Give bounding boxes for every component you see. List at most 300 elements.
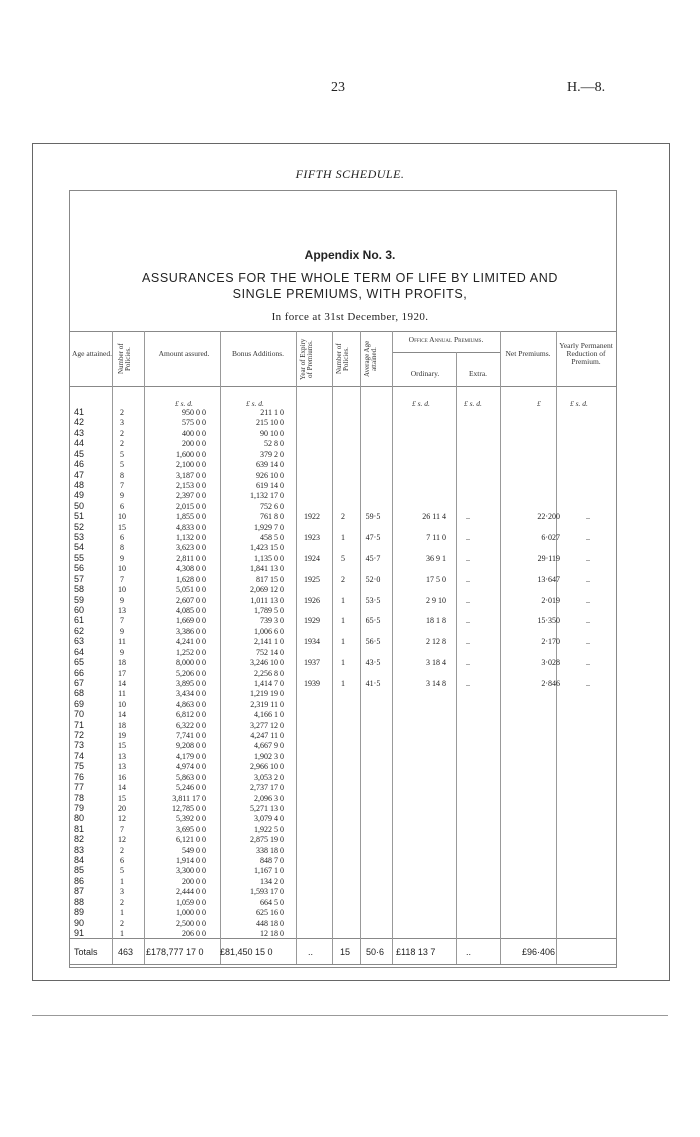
- cell-amount-assured: 1,600 0 0: [176, 449, 206, 459]
- unit-yearly: £ s. d.: [570, 399, 588, 408]
- cell-bonus-additions: 1,929 7 0: [254, 522, 284, 532]
- cell-number-of-policies-2: 2: [341, 574, 345, 584]
- cell-amount-assured: 4,863 0 0: [176, 699, 206, 709]
- cell-number-of-policies: 7: [120, 480, 124, 490]
- cell-age-attained: 77: [74, 782, 85, 793]
- cell-number-of-policies: 14: [118, 678, 126, 688]
- cell-bonus-additions: 215 10 0: [256, 418, 284, 428]
- table-row: [70, 418, 616, 427]
- cell-age-attained: 83: [74, 844, 85, 855]
- cell-age-attained: 80: [74, 813, 85, 824]
- cell-number-of-policies-2: 5: [341, 553, 345, 563]
- col-header-net-premiums: Net Premiums.: [505, 349, 551, 358]
- cell-number-of-policies: 9: [120, 491, 124, 501]
- cell-amount-assured: 1,000 0 0: [176, 908, 206, 918]
- table-subtitle: In force at 31st December, 1920.: [271, 311, 429, 323]
- cell-extra-premium: ..: [466, 658, 470, 668]
- cell-ordinary-premium: 26 11 4: [422, 512, 446, 522]
- cell-number-of-policies: 1: [120, 876, 124, 886]
- cell-number-of-policies: 12: [118, 814, 126, 824]
- cell-amount-assured: 549 0 0: [182, 845, 206, 855]
- table-row: [70, 543, 616, 552]
- cell-amount-assured: 400 0 0: [182, 428, 206, 438]
- cell-bonus-additions: 2,069 12 0: [250, 585, 284, 595]
- cell-age-attained: 89: [74, 907, 85, 918]
- cell-net-premium: 2·846: [541, 678, 560, 688]
- cell-amount-assured: 200 0 0: [182, 876, 206, 886]
- cell-number-of-policies-2: 2: [341, 512, 345, 522]
- cell-age-attained: 51: [74, 511, 85, 522]
- cell-age-attained: 70: [74, 709, 85, 720]
- cell-bonus-additions: 90 10 0: [260, 428, 284, 438]
- cell-bonus-additions: 1,011 13 0: [250, 595, 284, 605]
- cell-age-attained: 85: [74, 865, 85, 876]
- col-header-average-age: Average Age attained.: [363, 340, 378, 378]
- cell-number-of-policies: 20: [118, 803, 126, 813]
- table-row: [70, 783, 616, 792]
- cell-yearly-reduction: ..: [586, 595, 590, 605]
- unit-net: £: [537, 399, 541, 408]
- cell-age-attained: 52: [74, 521, 85, 532]
- table-row: [70, 450, 616, 459]
- cell-bonus-additions: 4,247 11 0: [250, 731, 284, 741]
- cell-net-premium: 29·119: [537, 553, 560, 563]
- cell-amount-assured: 12,785 0 0: [172, 803, 206, 813]
- cell-amount-assured: 950 0 0: [182, 408, 206, 417]
- cell-number-of-policies: 10: [118, 699, 126, 709]
- cell-amount-assured: 1,628 0 0: [176, 574, 206, 584]
- cell-number-of-policies: 2: [120, 439, 124, 449]
- cell-number-of-policies-2: 1: [341, 678, 345, 688]
- cell-bonus-additions: 1,593 17 0: [250, 887, 284, 897]
- cell-bonus-additions: 639 14 0: [256, 460, 284, 470]
- table-row: [70, 627, 616, 636]
- office-premiums-rule: [392, 352, 500, 353]
- col-header-num-policies: Number of Policies.: [117, 343, 132, 375]
- cell-amount-assured: 200 0 0: [182, 439, 206, 449]
- col-header-ordinary: Ordinary.: [410, 369, 440, 378]
- cell-age-attained: 78: [74, 792, 85, 803]
- cell-net-premium: 3·028: [541, 658, 560, 668]
- cell-bonus-additions: 3,277 12 0: [250, 720, 284, 730]
- table-row: [70, 481, 616, 490]
- cell-bonus-additions: 1,922 5 0: [254, 824, 284, 834]
- cell-extra-premium: ..: [466, 553, 470, 563]
- cell-amount-assured: 3,386 0 0: [176, 626, 206, 636]
- cell-age-attained: 53: [74, 532, 85, 543]
- unit-amount: £ s. d.: [175, 399, 193, 408]
- table-row: [70, 533, 616, 542]
- totals-net: £96·406: [522, 947, 556, 957]
- table-row: [70, 502, 616, 511]
- cell-bonus-additions: 619 14 0: [256, 480, 284, 490]
- cell-number-of-policies: 14: [118, 710, 126, 720]
- cell-number-of-policies: 3: [120, 418, 124, 428]
- cell-number-of-policies: 17: [118, 668, 126, 678]
- table-row: [70, 471, 616, 480]
- cell-bonus-additions: 752 6 0: [260, 501, 284, 511]
- cell-bonus-additions: 338 18 0: [256, 845, 284, 855]
- totals-bonus: £81,450 15 0: [220, 947, 273, 957]
- cell-number-of-policies: 18: [118, 720, 126, 730]
- cell-average-age: 47·5: [365, 533, 381, 543]
- cell-amount-assured: 5,863 0 0: [176, 772, 206, 782]
- cell-number-of-policies: 10: [118, 564, 126, 574]
- cell-yearly-reduction: ..: [586, 533, 590, 543]
- totals-extra: ..: [466, 947, 472, 957]
- cell-number-of-policies: 7: [120, 824, 124, 834]
- cell-number-of-policies: 11: [118, 637, 126, 647]
- cell-number-of-policies: 9: [120, 553, 124, 563]
- table-row: [70, 429, 616, 438]
- cell-ordinary-premium: 18 1 8: [426, 616, 446, 626]
- cell-number-of-policies: 10: [118, 512, 126, 522]
- cell-amount-assured: 1,252 0 0: [176, 647, 206, 657]
- table-bottom-rule: [70, 964, 616, 965]
- cell-amount-assured: 2,444 0 0: [176, 887, 206, 897]
- cell-amount-assured: 3,623 0 0: [176, 543, 206, 553]
- document-code: H.—8.: [567, 80, 606, 95]
- cell-number-of-policies: 15: [118, 522, 126, 532]
- col-header-age: Age attained.: [72, 349, 112, 358]
- cell-year-of-expiry: 1924: [304, 553, 320, 563]
- cell-amount-assured: 5,051 0 0: [176, 585, 206, 595]
- table-row: [70, 523, 616, 532]
- cell-bonus-additions: 1,423 15 0: [250, 543, 284, 553]
- col-header-num-policies-2: Number of Policies.: [335, 343, 350, 375]
- cell-number-of-policies: 3: [120, 887, 124, 897]
- cell-average-age: 56·5: [365, 637, 381, 647]
- cell-amount-assured: 4,085 0 0: [176, 605, 206, 615]
- table-row: [70, 460, 616, 469]
- table-row: [70, 877, 616, 886]
- cell-number-of-policies: 9: [120, 647, 124, 657]
- cell-age-attained: 57: [74, 573, 85, 584]
- cell-number-of-policies: 5: [120, 460, 124, 470]
- table-row: [70, 741, 616, 750]
- cell-amount-assured: 2,153 0 0: [176, 480, 206, 490]
- unit-ordinary: £ s. d.: [412, 399, 430, 408]
- cell-yearly-reduction: ..: [586, 574, 590, 584]
- cell-bonus-additions: 761 8 0: [260, 512, 284, 522]
- cell-average-age: 65·5: [365, 616, 381, 626]
- cell-bonus-additions: 448 18 0: [256, 918, 284, 928]
- table-row: [70, 835, 616, 844]
- col-header-year-expiry: Year of Expiry of Premiums.: [299, 338, 314, 380]
- cell-amount-assured: 2,607 0 0: [176, 595, 206, 605]
- cell-amount-assured: 2,397 0 0: [176, 491, 206, 501]
- appendix-heading: Appendix No. 3.: [304, 248, 396, 262]
- table-row: [70, 887, 616, 896]
- cell-bonus-additions: 3,246 10 0: [250, 658, 284, 668]
- cell-ordinary-premium: 2 9 10: [426, 595, 446, 605]
- cell-number-of-policies: 6: [120, 533, 124, 543]
- totals-average-age: 50·6: [366, 947, 385, 957]
- cell-amount-assured: 1,669 0 0: [176, 616, 206, 626]
- cell-bonus-additions: 3,053 2 0: [254, 772, 284, 782]
- cell-amount-assured: 3,187 0 0: [176, 470, 206, 480]
- table-row: [70, 596, 616, 605]
- cell-bonus-additions: 817 15 0: [256, 574, 284, 584]
- cell-yearly-reduction: ..: [586, 616, 590, 626]
- cell-bonus-additions: 134 2 0: [260, 876, 284, 886]
- cell-age-attained: 71: [74, 719, 85, 730]
- table-top-rule: [70, 331, 616, 332]
- table-title-line2: SINGLE PREMIUMS, WITH PROFITS,: [232, 287, 468, 301]
- cell-amount-assured: 3,300 0 0: [176, 866, 206, 876]
- cell-number-of-policies: 8: [120, 543, 124, 553]
- cell-bonus-additions: 2,875 19 0: [250, 835, 284, 845]
- table-row: [70, 564, 616, 573]
- table-row: [70, 575, 616, 584]
- cell-average-age: 45·7: [365, 553, 381, 563]
- table-row: [70, 648, 616, 657]
- cell-number-of-policies: 2: [120, 428, 124, 438]
- table-row: [70, 825, 616, 834]
- cell-age-attained: 44: [74, 438, 85, 449]
- table-row: [70, 773, 616, 782]
- cell-amount-assured: 1,914 0 0: [176, 856, 206, 866]
- cell-year-of-expiry: 1937: [304, 658, 320, 668]
- cell-bonus-additions: 1,789 5 0: [254, 605, 284, 615]
- cell-amount-assured: 5,392 0 0: [176, 814, 206, 824]
- cell-number-of-policies: 7: [120, 616, 124, 626]
- cell-bonus-additions: 926 10 0: [256, 470, 284, 480]
- cell-bonus-additions: 739 3 0: [260, 616, 284, 626]
- col-header-extra: Extra.: [468, 369, 488, 378]
- cell-amount-assured: 3,811 17 0: [172, 793, 206, 803]
- cell-age-attained: 72: [74, 730, 85, 741]
- cell-number-of-policies: 18: [118, 658, 126, 668]
- table-row: [70, 752, 616, 761]
- cell-amount-assured: 6,322 0 0: [176, 720, 206, 730]
- cell-amount-assured: 2,100 0 0: [176, 460, 206, 470]
- cell-number-of-policies: 10: [118, 585, 126, 595]
- cell-age-attained: 60: [74, 604, 85, 615]
- cell-ordinary-premium: 36 9 1: [426, 553, 446, 563]
- cell-net-premium: 22·200: [537, 512, 560, 522]
- cell-extra-premium: ..: [466, 574, 470, 584]
- cell-age-attained: 48: [74, 479, 85, 490]
- cell-ordinary-premium: 7 11 0: [426, 533, 446, 543]
- cell-age-attained: 68: [74, 688, 85, 699]
- cell-year-of-expiry: 1929: [304, 616, 320, 626]
- cell-bonus-additions: 2,096 3 0: [254, 793, 284, 803]
- table-row: [70, 721, 616, 730]
- cell-number-of-policies: 13: [118, 762, 126, 772]
- cell-age-attained: 58: [74, 584, 85, 595]
- cell-age-attained: 47: [74, 469, 85, 480]
- cell-number-of-policies: 13: [118, 605, 126, 615]
- cell-amount-assured: 4,179 0 0: [176, 751, 206, 761]
- cell-bonus-additions: 458 5 0: [260, 533, 284, 543]
- cell-age-attained: 50: [74, 500, 85, 511]
- cell-amount-assured: 9,208 0 0: [176, 741, 206, 751]
- table-title-line1: ASSURANCES FOR THE WHOLE TERM OF LIFE BY LIMITED AND: [142, 271, 558, 285]
- cell-average-age: 59·5: [365, 512, 381, 522]
- cell-ordinary-premium: 2 12 8: [426, 637, 446, 647]
- cell-amount-assured: 1,059 0 0: [176, 897, 206, 907]
- cell-number-of-policies: 7: [120, 574, 124, 584]
- cell-number-of-policies: 15: [118, 793, 126, 803]
- cell-amount-assured: 7,741 0 0: [176, 731, 206, 741]
- cell-bonus-additions: 4,166 1 0: [254, 710, 284, 720]
- cell-bonus-additions: 1,841 13 0: [250, 564, 284, 574]
- cell-age-attained: 49: [74, 490, 85, 501]
- table-row: [70, 616, 616, 625]
- table-row: [70, 710, 616, 719]
- cell-age-attained: 46: [74, 459, 85, 470]
- cell-bonus-additions: 2,966 10 0: [250, 762, 284, 772]
- cell-bonus-additions: 1,135 0 0: [254, 553, 284, 563]
- cell-age-attained: 65: [74, 657, 85, 668]
- table-row: [70, 658, 616, 667]
- table-row: [70, 606, 616, 615]
- col-header-amount: Amount assured.: [158, 349, 210, 358]
- cell-amount-assured: 1,132 0 0: [176, 533, 206, 543]
- cell-average-age: 53·5: [365, 595, 381, 605]
- cell-age-attained: 55: [74, 552, 85, 563]
- cell-number-of-policies-2: 1: [341, 533, 345, 543]
- cell-year-of-expiry: 1926: [304, 595, 320, 605]
- cell-amount-assured: 3,895 0 0: [176, 678, 206, 688]
- cell-average-age: 52·0: [365, 574, 381, 584]
- cell-net-premium: 6·027: [541, 533, 560, 543]
- cell-bonus-additions: 2,256 8 0: [254, 668, 284, 678]
- cell-bonus-additions: 4,667 9 0: [254, 741, 284, 751]
- cell-number-of-policies: 19: [118, 731, 126, 741]
- cell-age-attained: 64: [74, 646, 85, 657]
- cell-yearly-reduction: ..: [586, 637, 590, 647]
- cell-number-of-policies: 2: [120, 918, 124, 928]
- cell-bonus-additions: 848 7 0: [260, 856, 284, 866]
- cell-bonus-additions: 625 16 0: [256, 908, 284, 918]
- cell-amount-assured: 575 0 0: [182, 418, 206, 428]
- cell-yearly-reduction: ..: [586, 553, 590, 563]
- cell-number-of-policies: 2: [120, 408, 124, 417]
- cell-extra-premium: ..: [466, 678, 470, 688]
- cell-amount-assured: 2,015 0 0: [176, 501, 206, 511]
- cell-bonus-additions: 2,737 17 0: [250, 783, 284, 793]
- table-row: [70, 554, 616, 563]
- cell-bonus-additions: 1,414 7 0: [254, 678, 284, 688]
- totals-amount: £178,777 17 0: [146, 947, 204, 957]
- totals-row: [70, 938, 616, 964]
- page-number: 23: [331, 80, 345, 95]
- cell-age-attained: 62: [74, 625, 85, 636]
- cell-number-of-policies: 2: [120, 897, 124, 907]
- table-row: [70, 408, 616, 417]
- cell-age-attained: 43: [74, 427, 85, 438]
- cell-net-premium: 2·019: [541, 595, 560, 605]
- cell-age-attained: 75: [74, 761, 85, 772]
- cell-number-of-policies: 9: [120, 595, 124, 605]
- cell-amount-assured: 2,811 0 0: [176, 553, 206, 563]
- cell-age-attained: 82: [74, 834, 85, 845]
- cell-ordinary-premium: 3 18 4: [426, 658, 446, 668]
- cell-extra-premium: ..: [466, 533, 470, 543]
- cell-age-attained: 56: [74, 563, 85, 574]
- table-row: [70, 804, 616, 813]
- cell-age-attained: 61: [74, 615, 85, 626]
- cell-amount-assured: 5,246 0 0: [176, 783, 206, 793]
- cell-number-of-policies: 5: [120, 449, 124, 459]
- cell-amount-assured: 6,121 0 0: [176, 835, 206, 845]
- table-row: [70, 919, 616, 928]
- cell-amount-assured: 4,974 0 0: [176, 762, 206, 772]
- cell-number-of-policies-2: 1: [341, 658, 345, 668]
- header-bottom-rule: [70, 386, 616, 387]
- cell-yearly-reduction: ..: [586, 512, 590, 522]
- cell-bonus-additions: 12 18 0: [260, 929, 284, 938]
- col-header-yearly-reduction: Yearly Permanent Reduction of Premium.: [559, 341, 613, 366]
- totals-num-policies: 463: [118, 947, 134, 957]
- totals-year-expiry: ..: [308, 947, 314, 957]
- unit-bonus: £ s. d.: [246, 399, 264, 408]
- cell-age-attained: 73: [74, 740, 85, 751]
- cell-number-of-policies: 12: [118, 835, 126, 845]
- cell-extra-premium: ..: [466, 637, 470, 647]
- cell-net-premium: 2·170: [541, 637, 560, 647]
- cell-number-of-policies-2: 1: [341, 637, 345, 647]
- table-row: [70, 794, 616, 803]
- table-row: [70, 814, 616, 823]
- cell-amount-assured: 4,241 0 0: [176, 637, 206, 647]
- cell-yearly-reduction: ..: [586, 658, 590, 668]
- cell-number-of-policies-2: 1: [341, 616, 345, 626]
- table-row: [70, 866, 616, 875]
- cell-number-of-policies: 5: [120, 866, 124, 876]
- cell-yearly-reduction: ..: [586, 678, 590, 688]
- table-row: [70, 856, 616, 865]
- cell-amount-assured: 3,695 0 0: [176, 824, 206, 834]
- table-row: [70, 439, 616, 448]
- table-row: [70, 929, 616, 938]
- cell-bonus-additions: 1,167 1 0: [254, 866, 284, 876]
- cell-age-attained: 87: [74, 886, 85, 897]
- schedule-title: FIFTH SCHEDULE.: [295, 167, 405, 181]
- cell-amount-assured: 5,206 0 0: [176, 668, 206, 678]
- cell-amount-assured: 1,855 0 0: [176, 512, 206, 522]
- cell-year-of-expiry: 1939: [304, 678, 320, 688]
- cell-age-attained: 63: [74, 636, 85, 647]
- cell-amount-assured: 8,000 0 0: [176, 658, 206, 668]
- table-row: [70, 585, 616, 594]
- cell-age-attained: 79: [74, 802, 85, 813]
- cell-number-of-policies: 1: [120, 908, 124, 918]
- cell-bonus-additions: 664 5 0: [260, 897, 284, 907]
- bottom-rule: [32, 1015, 668, 1016]
- cell-ordinary-premium: 3 14 8: [426, 678, 446, 688]
- cell-amount-assured: 3,434 0 0: [176, 689, 206, 699]
- table-row: [70, 637, 616, 646]
- totals-num-policies-2: 15: [340, 947, 351, 957]
- cell-year-of-expiry: 1925: [304, 574, 320, 584]
- cell-bonus-additions: 52 8 0: [264, 439, 284, 449]
- cell-year-of-expiry: 1923: [304, 533, 320, 543]
- totals-ordinary: £118 13 7: [396, 947, 436, 957]
- cell-age-attained: 45: [74, 448, 85, 459]
- cell-age-attained: 90: [74, 917, 85, 928]
- cell-bonus-additions: 2,141 1 0: [254, 637, 284, 647]
- cell-year-of-expiry: 1922: [304, 512, 320, 522]
- cell-number-of-policies: 11: [118, 689, 126, 699]
- cell-number-of-policies: 6: [120, 501, 124, 511]
- cell-number-of-policies: 1: [120, 929, 124, 938]
- cell-bonus-additions: 1,006 6 0: [254, 626, 284, 636]
- cell-bonus-additions: 1,902 3 0: [254, 751, 284, 761]
- cell-age-attained: 67: [74, 677, 85, 688]
